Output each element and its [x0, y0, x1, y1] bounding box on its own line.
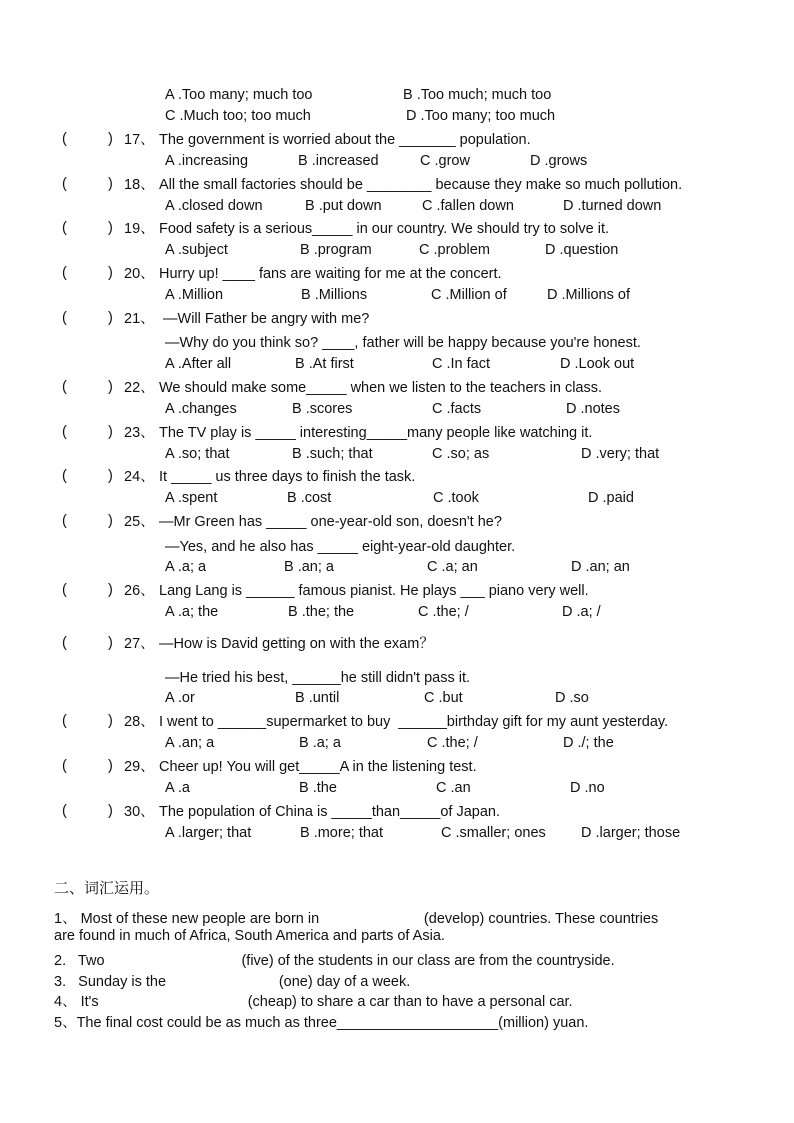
question-26-stem: Lang Lang is ______ famous pianist. He plays ___ piano very well. — [159, 583, 589, 599]
question-28-stem: I went to ______supermarket to buy ______birthday gift for my aunt yesterday. — [159, 714, 669, 730]
question-19-option-a: A .subject — [165, 242, 228, 258]
answer-paren-close: ) — [108, 635, 113, 651]
question-17-number: 17、 — [124, 132, 155, 148]
question-24-option-c: C .took — [433, 490, 479, 506]
question-21-number: 21、 — [124, 311, 155, 327]
answer-paren-open: ( — [62, 310, 67, 326]
answer-paren-open: ( — [62, 265, 67, 281]
answer-paren-open: ( — [62, 131, 67, 147]
question-20-stem: Hurry up! ____ fans are waiting for me at the concert. — [159, 266, 502, 282]
question-19-option-c: C .problem — [419, 242, 490, 258]
question-18-option-c: C .fallen down — [422, 198, 514, 214]
answer-paren-open: ( — [62, 424, 67, 440]
question-27-number: 27、 — [124, 636, 155, 652]
question-21-option-a: A .After all — [165, 356, 232, 372]
question-17-option-c: C .grow — [420, 153, 470, 169]
question-27-stem-line-2: —He tried his best, ______he still didn't pass it. — [165, 670, 471, 686]
question-22-stem: We should make some_____ when we listen to the teachers in class. — [159, 380, 603, 396]
question-17-option-d: D .grows — [530, 153, 588, 169]
question-23-option-a: A .so; that — [165, 446, 230, 462]
question-24-option-b: B .cost — [287, 490, 332, 506]
question-19-number: 19、 — [124, 221, 155, 237]
question-26-option-c: C .the; / — [418, 604, 469, 620]
question-17-option-a: A .increasing — [165, 153, 249, 169]
question-29-option-a: A .a — [165, 780, 190, 796]
question-27-option-d: D .so — [555, 690, 589, 706]
answer-paren-open: ( — [62, 379, 67, 395]
question-27-option-c: C .but — [424, 690, 463, 706]
question-30-stem: The population of China is _____than_____of Japan. — [159, 804, 501, 820]
question-30-number: 30、 — [124, 804, 155, 820]
question-29-option-c: C .an — [436, 780, 471, 796]
vocab-item-2: 2. Two (five) of the students in our class are from the countryside. — [54, 953, 615, 969]
question-21-option-b: B .At first — [295, 356, 354, 372]
question-28-number: 28、 — [124, 714, 155, 730]
q16-option-c: C .Much too; too much — [165, 108, 311, 124]
question-22-number: 22、 — [124, 380, 155, 396]
answer-paren-close: ) — [108, 310, 113, 326]
question-28-option-a: A .an; a — [165, 735, 215, 751]
answer-paren-close: ) — [108, 803, 113, 819]
question-24-option-d: D .paid — [588, 490, 634, 506]
answer-paren-close: ) — [108, 424, 113, 440]
question-17-stem: The government is worried about the _______ population. — [159, 132, 531, 148]
answer-paren-open: ( — [62, 513, 67, 529]
answer-paren-close: ) — [108, 758, 113, 774]
question-24-number: 24、 — [124, 469, 155, 485]
question-21-stem-line-2: —Why do you think so? ____, father will be happy because you're honest. — [165, 335, 641, 351]
question-28-option-d: D ./; the — [563, 735, 614, 751]
question-18-stem: All the small factories should be ________ because they make so much pollution. — [159, 177, 683, 193]
answer-paren-open: ( — [62, 758, 67, 774]
question-24-option-a: A .spent — [165, 490, 218, 506]
question-27-stem: —How is David getting on with the exam？ — [159, 636, 434, 652]
question-20-option-b: B .Millions — [301, 287, 368, 303]
answer-paren-open: ( — [62, 468, 67, 484]
vocab-item-4: 4、 It's (cheap) to share a car than to have a personal car. — [54, 994, 573, 1010]
answer-paren-close: ) — [108, 176, 113, 192]
answer-paren-open: ( — [62, 635, 67, 651]
question-22-option-c: C .facts — [432, 401, 482, 417]
question-29-option-d: D .no — [570, 780, 605, 796]
question-28-option-b: B .a; a — [299, 735, 341, 751]
question-17-option-b: B .increased — [298, 153, 379, 169]
question-27-option-a: A .or — [165, 690, 195, 706]
section-2-title: 二、词汇运用。 — [54, 880, 160, 897]
question-30-option-a: A .larger; that — [165, 825, 252, 841]
question-24-stem: It _____ us three days to finish the task. — [159, 469, 416, 485]
vocab-item-3: 3. Sunday is the (one) day of a week. — [54, 974, 411, 990]
answer-paren-close: ) — [108, 468, 113, 484]
question-26-option-b: B .the; the — [288, 604, 355, 620]
question-27-option-b: B .until — [295, 690, 340, 706]
answer-paren-close: ) — [108, 220, 113, 236]
question-26-option-a: A .a; the — [165, 604, 219, 620]
question-26-option-d: D .a; / — [562, 604, 601, 620]
question-25-option-d: D .an; an — [571, 559, 630, 575]
question-23-number: 23、 — [124, 425, 155, 441]
question-25-stem: —Mr Green has _____ one-year-old son, doesn't he? — [159, 514, 502, 530]
question-22-option-b: B .scores — [292, 401, 353, 417]
question-25-option-b: B .an; a — [284, 559, 334, 575]
answer-paren-close: ) — [108, 379, 113, 395]
question-28-option-c: C .the; / — [427, 735, 478, 751]
question-21-stem: —Will Father be angry with me? — [159, 311, 370, 327]
question-18-option-b: B .put down — [305, 198, 382, 214]
q16-option-b: B .Too much; much too — [403, 87, 552, 103]
question-29-stem: Cheer up! You will get_____A in the listening test. — [159, 759, 477, 775]
question-18-number: 18、 — [124, 177, 155, 193]
question-26-number: 26、 — [124, 583, 155, 599]
answer-paren-close: ) — [108, 713, 113, 729]
question-20-number: 20、 — [124, 266, 155, 282]
vocab-item-5: 5、The final cost could be as much as three____________________(million) yuan. — [54, 1015, 589, 1031]
question-23-option-b: B .such; that — [292, 446, 373, 462]
answer-paren-close: ) — [108, 131, 113, 147]
question-19-stem: Food safety is a serious_____ in our country. We should try to solve it. — [159, 221, 609, 237]
question-25-option-c: C .a; an — [427, 559, 478, 575]
question-29-option-b: B .the — [299, 780, 337, 796]
question-20-option-c: C .Million of — [431, 287, 507, 303]
q16-option-d: D .Too many; too much — [406, 108, 556, 124]
answer-paren-open: ( — [62, 176, 67, 192]
question-30-option-d: D .larger; those — [581, 825, 681, 841]
question-23-stem: The TV play is _____ interesting_____many people like watching it. — [159, 425, 593, 441]
question-20-option-d: D .Millions of — [547, 287, 630, 303]
question-23-option-d: D .very; that — [581, 446, 660, 462]
answer-paren-close: ) — [108, 582, 113, 598]
answer-paren-open: ( — [62, 220, 67, 236]
question-29-number: 29、 — [124, 759, 155, 775]
question-21-option-d: D .Look out — [560, 356, 635, 372]
q16-option-a: A .Too many; much too — [165, 87, 313, 103]
question-23-option-c: C .so; as — [432, 446, 490, 462]
answer-paren-open: ( — [62, 582, 67, 598]
answer-paren-open: ( — [62, 713, 67, 729]
question-19-option-b: B .program — [300, 242, 372, 258]
answer-paren-close: ) — [108, 265, 113, 281]
question-21-option-c: C .In fact — [432, 356, 491, 372]
vocab-item-1-line-2: are found in much of Africa, South America and parts of Asia. — [54, 928, 445, 944]
answer-paren-open: ( — [62, 803, 67, 819]
question-19-option-d: D .question — [545, 242, 619, 258]
question-25-option-a: A .a; a — [165, 559, 207, 575]
question-22-option-d: D .notes — [566, 401, 620, 417]
question-25-stem-line-2: —Yes, and he also has _____ eight-year-old daughter. — [165, 539, 516, 555]
answer-paren-close: ) — [108, 513, 113, 529]
question-25-number: 25、 — [124, 514, 155, 530]
vocab-item-1-line-1: 1、 Most of these new people are born in (develop) countries. These countries — [54, 911, 659, 927]
question-18-option-a: A .closed down — [165, 198, 263, 214]
question-30-option-b: B .more; that — [300, 825, 384, 841]
question-20-option-a: A .Million — [165, 287, 224, 303]
question-30-option-c: C .smaller; ones — [441, 825, 546, 841]
question-18-option-d: D .turned down — [563, 198, 662, 214]
question-22-option-a: A .changes — [165, 401, 237, 417]
